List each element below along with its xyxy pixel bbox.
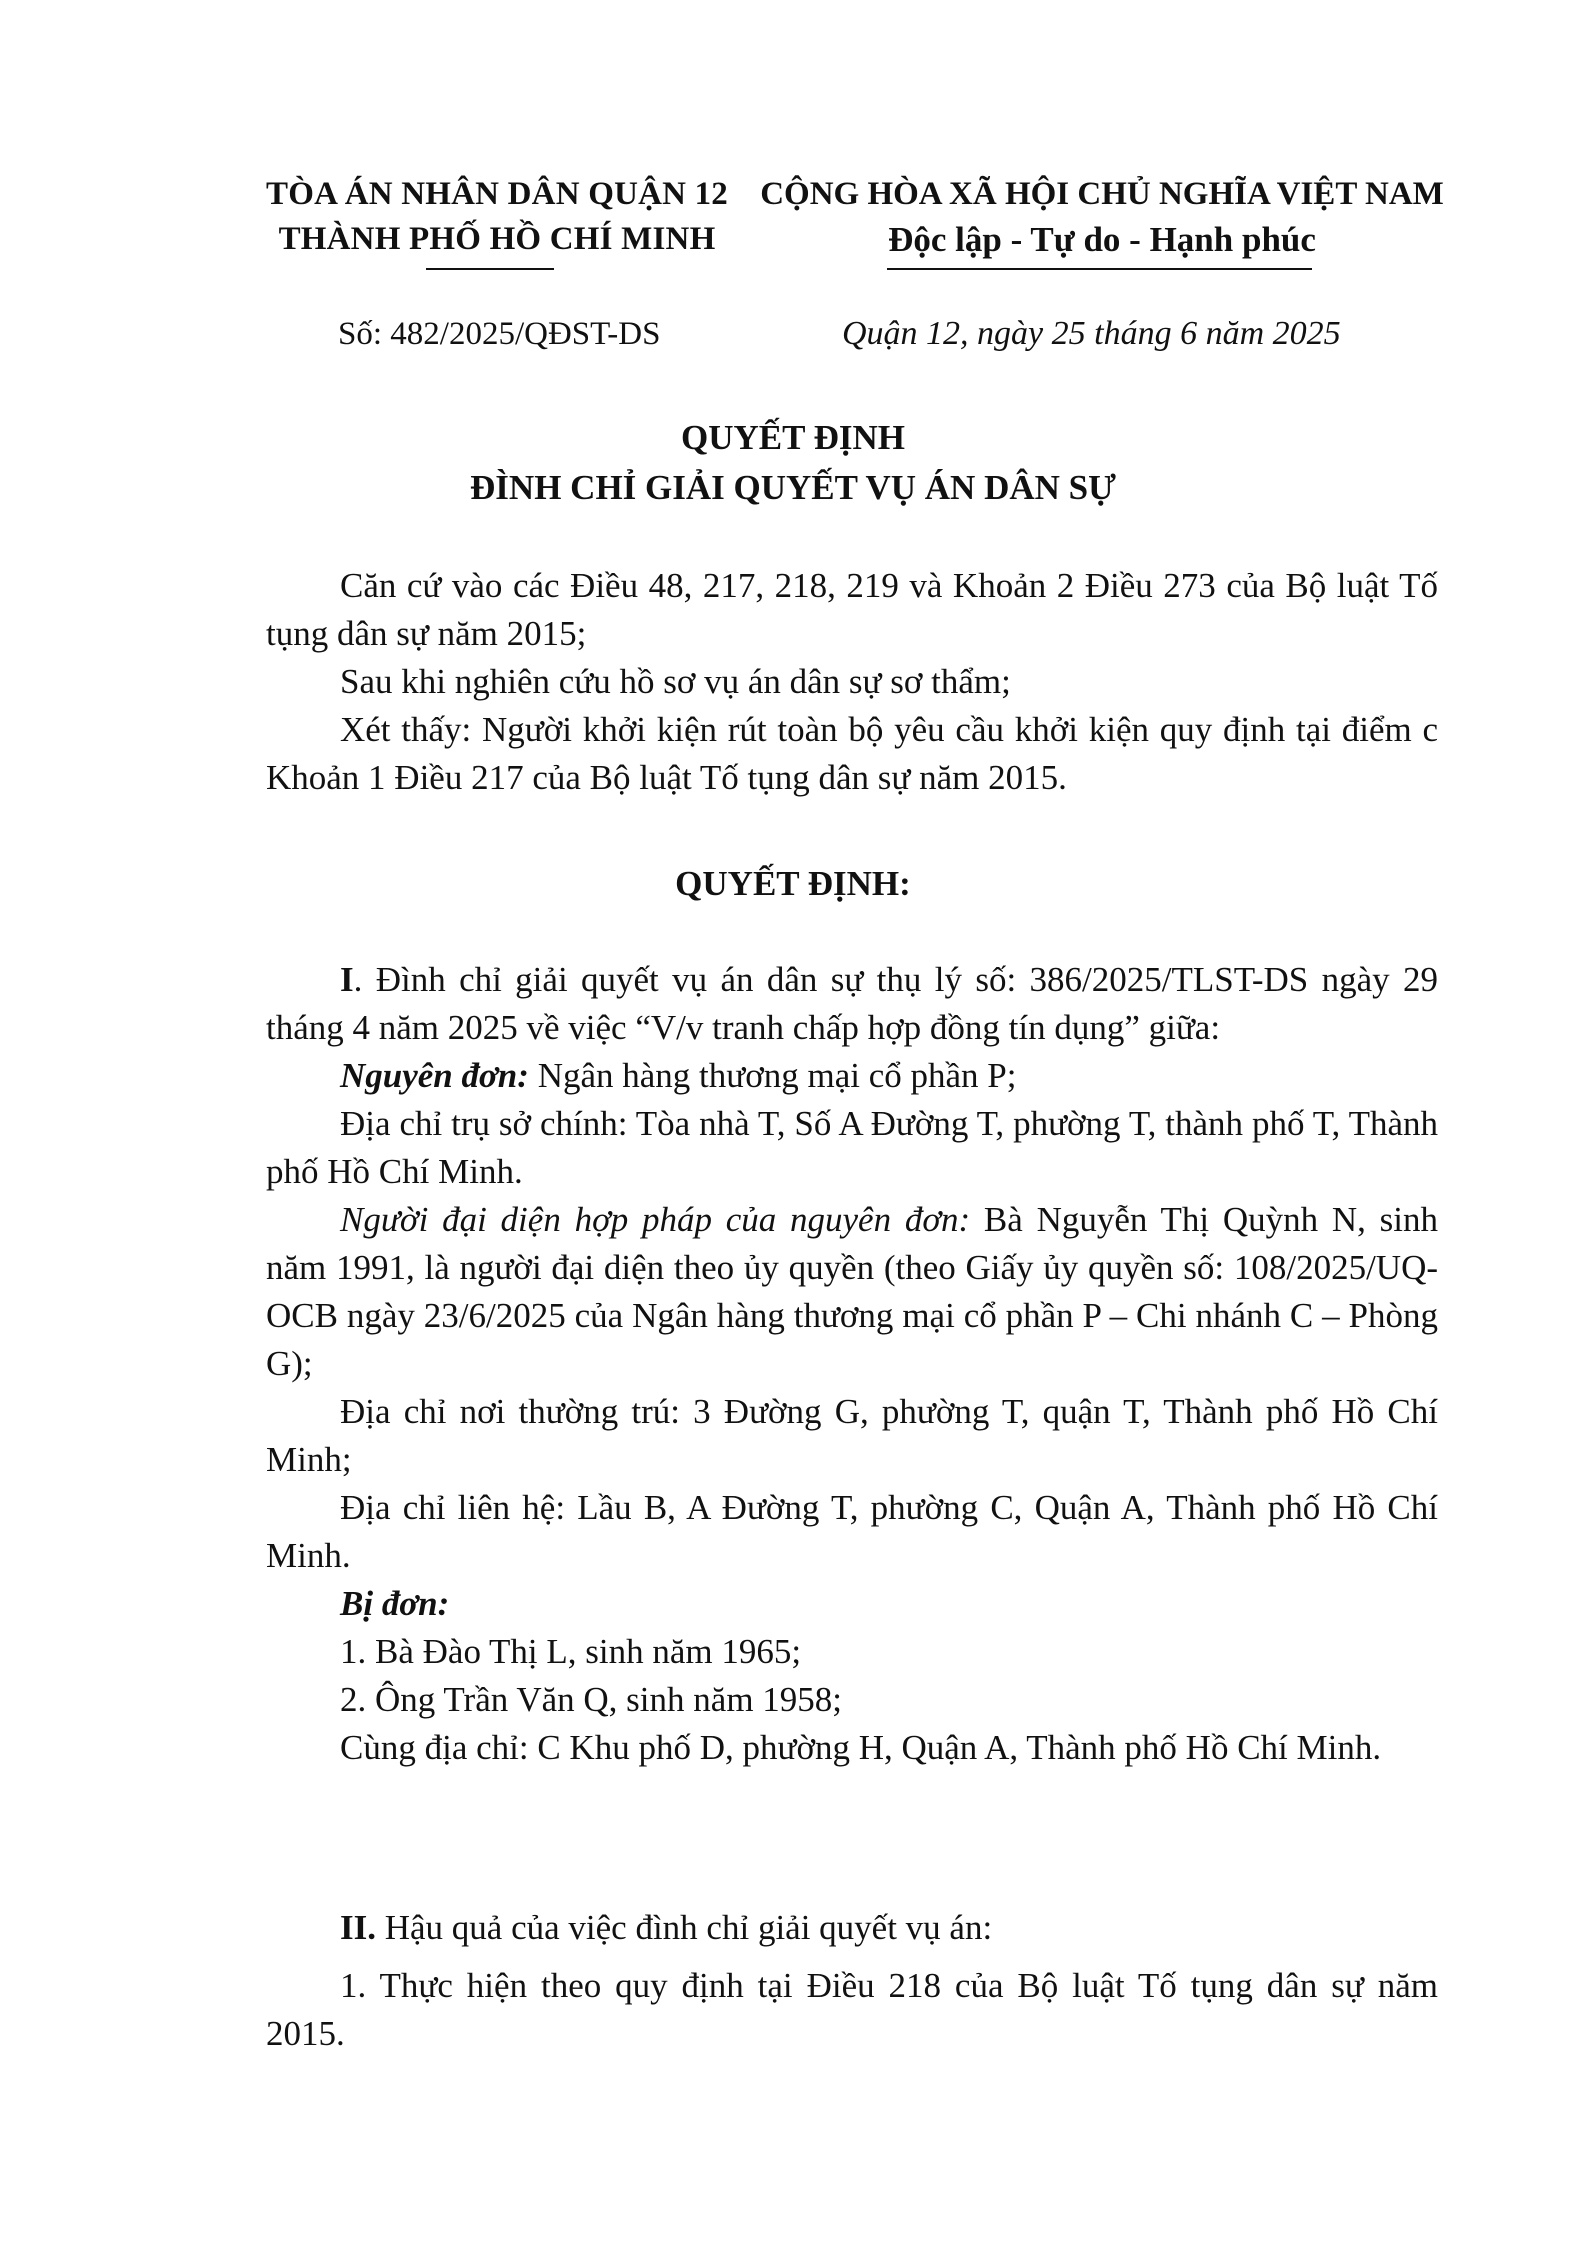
document-number: Số: 482/2025/QĐST-DS bbox=[338, 316, 661, 352]
court-header bbox=[262, 172, 732, 262]
section-1 bbox=[266, 956, 1438, 1772]
court-name: TÒA ÁN NHÂN DÂN QUẬN 12 bbox=[265, 176, 729, 212]
defendant-label: Bị đơn: bbox=[340, 1584, 450, 1623]
plaintiff-name: Ngân hàng thương mại cổ phần P; bbox=[528, 1056, 1017, 1095]
representative-text: Bà Nguyễn Thị Quỳnh N, sinh năm 1991, là người đại diện theo ủy quyền (theo Giấy ủy quyền số: 108/2025/UQ-OCB ngày 23/6/2025 của Ngân hàng thương mại cổ phần P – Chi nhánh C – Phòng G); bbox=[266, 1200, 1438, 1383]
decision-heading: QUYẾT ĐỊNH: bbox=[675, 864, 911, 903]
document-title: QUYẾT ĐỊNH bbox=[681, 418, 905, 457]
court-underline bbox=[426, 268, 554, 270]
representative-label: Người đại diện hợp pháp của nguyên đơn: bbox=[340, 1200, 971, 1239]
plaintiff-label: Nguyên đơn: bbox=[340, 1056, 529, 1095]
representative-contact: Địa chỉ liên hệ: Lầu B, A Đường T, phường C, Quận A, Thành phố Hồ Chí Minh. bbox=[266, 1488, 1438, 1575]
preamble-review: Sau khi nghiên cứu hồ sơ vụ án dân sự sơ thẩm; bbox=[340, 662, 1011, 701]
section-1-intro bbox=[266, 956, 1438, 1052]
preamble-legal-basis: Căn cứ vào các Điều 48, 217, 218, 219 và Khoản 2 Điều 273 của Bộ luật Tố tụng dân sự năm 2015; bbox=[266, 566, 1438, 653]
section-2 bbox=[266, 1904, 1438, 2058]
section-2-marker: II. bbox=[340, 1908, 376, 1947]
preamble-finding: Xét thấy: Người khởi kiện rút toàn bộ yêu cầu khởi kiện quy định tại điểm c Khoản 1 Điều 217 của Bộ luật Tố tụng dân sự năm 2015. bbox=[266, 710, 1438, 797]
motto-underline bbox=[887, 268, 1312, 270]
defendant-1: 1. Bà Đào Thị L, sinh năm 1965; bbox=[340, 1632, 802, 1671]
national-header bbox=[752, 172, 1452, 262]
plaintiff bbox=[266, 1052, 1438, 1100]
defendants-address: Cùng địa chỉ: C Khu phố D, phường H, Quận A, Thành phố Hồ Chí Minh. bbox=[340, 1728, 1382, 1767]
republic-name: CỘNG HÒA XÃ HỘI CHỦ NGHĨA VIỆT NAM bbox=[760, 176, 1444, 212]
representative bbox=[266, 1196, 1438, 1388]
place-date: Quận 12, ngày 25 tháng 6 năm 2025 bbox=[842, 315, 1341, 352]
court-city: THÀNH PHỐ HỒ CHÍ MINH bbox=[278, 221, 716, 257]
representative-residence: Địa chỉ nơi thường trú: 3 Đường G, phường T, quận T, Thành phố Hồ Chí Minh; bbox=[266, 1392, 1438, 1479]
national-motto: Độc lập - Tự do - Hạnh phúc bbox=[888, 220, 1316, 259]
section-2-intro bbox=[266, 1904, 1438, 1952]
document-subtitle: ĐÌNH CHỈ GIẢI QUYẾT VỤ ÁN DÂN SỰ bbox=[470, 468, 1116, 507]
preamble bbox=[266, 562, 1438, 802]
section-1-text: . Đình chỉ giải quyết vụ án dân sự thụ lý số: 386/2025/TLST-DS ngày 29 tháng 4 năm 2025 về việc “V/v tranh chấp hợp đồng tín dụng” giữa: bbox=[266, 960, 1438, 1047]
plaintiff-address: Địa chỉ trụ sở chính: Tòa nhà T, Số A Đường T, phường T, thành phố T, Thành phố Hồ Chí Minh. bbox=[266, 1104, 1438, 1191]
section-1-marker: I bbox=[340, 960, 354, 999]
section-2-text: Hậu quả của việc đình chỉ giải quyết vụ án: bbox=[376, 1908, 993, 1947]
defendant-2: 2. Ông Trần Văn Q, sinh năm 1958; bbox=[340, 1680, 843, 1719]
section-2-item-1: 1. Thực hiện theo quy định tại Điều 218 của Bộ luật Tố tụng dân sự năm 2015. bbox=[266, 1966, 1438, 2053]
